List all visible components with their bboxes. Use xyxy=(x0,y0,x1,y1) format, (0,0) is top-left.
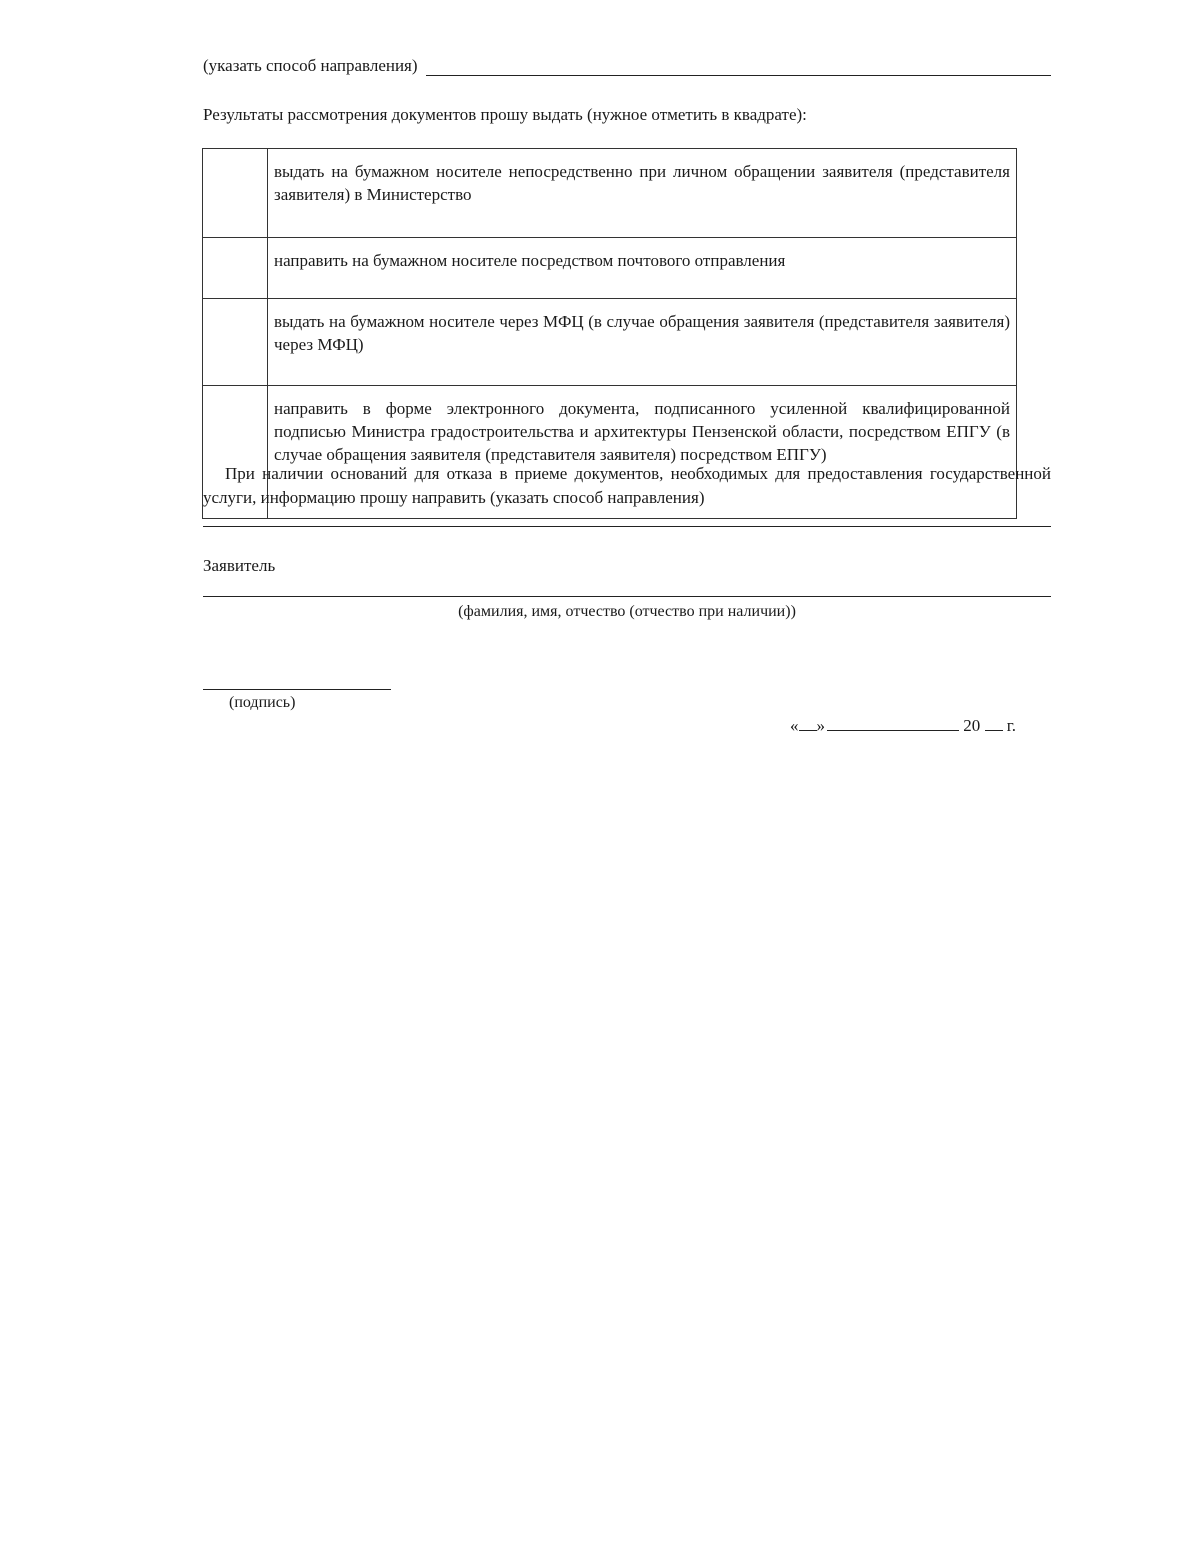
date-year-field[interactable] xyxy=(985,716,1003,731)
date-month-field[interactable] xyxy=(827,716,959,731)
signature-caption: (подпись) xyxy=(229,694,296,711)
date-line xyxy=(790,716,1016,736)
date-close-quote: » xyxy=(816,716,825,735)
date-open-quote: « xyxy=(790,716,799,735)
option-checkbox[interactable] xyxy=(203,149,268,238)
refusal-method-field[interactable] xyxy=(203,526,1051,527)
applicant-label: Заявитель xyxy=(203,556,276,575)
delivery-method-row xyxy=(203,56,1051,76)
date-year-prefix: 20 xyxy=(963,716,981,735)
option-text: направить на бумажном носителе посредством почтового отправления xyxy=(268,238,1017,299)
option-text: направить в форме электронного документа, подписанного усиленной квалифицированной подписью Министра градостроительства и архитектуры Пензенской области, посредством ЕПГУ (в случае обращения заявителя (представителя заявителя) посредством ЕПГУ) xyxy=(268,386,1017,519)
option-text: выдать на бумажном носителе непосредственно при личном обращении заявителя (представителя заявителя) в Министерство xyxy=(268,149,1017,238)
fio-caption: (фамилия, имя, отчество (отчество при наличии)) xyxy=(458,603,796,620)
delivery-method-label: (указать способ направления) xyxy=(203,56,418,75)
option-text: выдать на бумажном носителе через МФЦ (в случае обращения заявителя (представителя заявителя) через МФЦ) xyxy=(268,299,1017,386)
applicant-fio-field[interactable] xyxy=(203,596,1051,597)
delivery-method-field[interactable] xyxy=(426,57,1051,76)
option-row xyxy=(203,238,1017,299)
date-day-field[interactable] xyxy=(799,716,817,731)
option-checkbox[interactable] xyxy=(203,238,268,299)
refusal-paragraph: При наличии оснований для отказа в приеме документов, необходимых для предоставления государственной услуги, информацию прошу направить (указать способ направления) xyxy=(203,464,1051,507)
date-year-suffix: г. xyxy=(1006,716,1017,735)
results-intro: Результаты рассмотрения документов прошу выдать (нужное отметить в квадрате): xyxy=(203,105,807,124)
signature-field[interactable] xyxy=(203,689,391,690)
option-row xyxy=(203,299,1017,386)
option-row xyxy=(203,149,1017,238)
option-checkbox[interactable] xyxy=(203,299,268,386)
